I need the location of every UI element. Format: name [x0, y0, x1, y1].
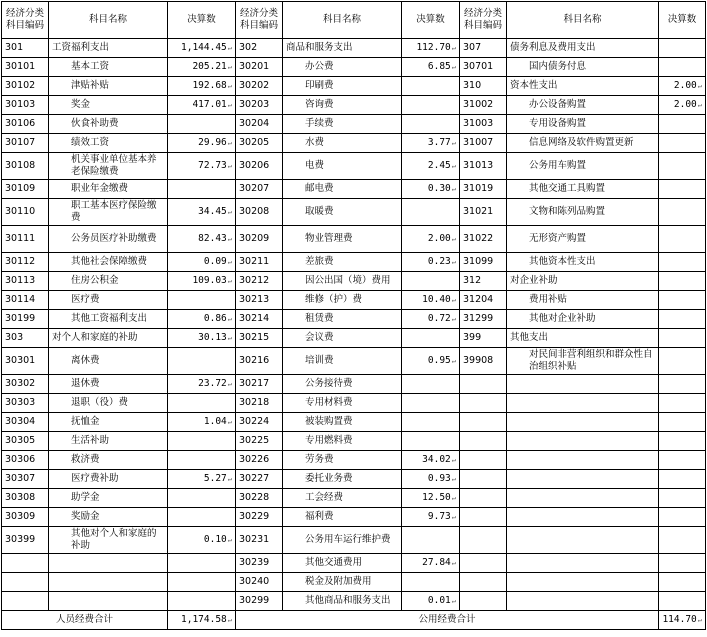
econ-code-cell: 30301 — [2, 348, 49, 375]
econ-code-cell: 30111 — [2, 226, 49, 253]
subject-name-cell: 离休费 — [49, 348, 168, 375]
col-header-amount: 决算数 — [659, 2, 706, 39]
econ-code-cell: 31299 — [460, 310, 507, 329]
subject-name-cell: 邮电费 — [283, 180, 402, 199]
econ-code-cell: 30307 — [2, 470, 49, 489]
amount-cell — [659, 554, 706, 573]
table-row — [2, 58, 706, 77]
public-total-value: 114.70 ↵ — [659, 611, 706, 630]
amount-cell: 2.00 ↵ — [402, 226, 460, 253]
subject-name-cell: 债务利息及费用支出 — [507, 39, 659, 58]
amount-cell — [402, 199, 460, 226]
amount-cell: 29.96 ↵ — [168, 134, 236, 153]
public-total-label: 公用经费合计 — [236, 611, 659, 630]
amount-cell — [168, 573, 236, 592]
econ-code-cell: 30231 — [236, 527, 283, 554]
econ-code-cell: 30204 — [236, 115, 283, 134]
amount-cell — [402, 272, 460, 291]
table-row — [2, 489, 706, 508]
econ-code-cell: 30224 — [236, 413, 283, 432]
econ-code-cell: 30201 — [236, 58, 283, 77]
econ-code-cell: 30303 — [2, 394, 49, 413]
amount-cell — [659, 310, 706, 329]
subject-name-cell: 对个人和家庭的补助 — [49, 329, 168, 348]
subject-name-cell: 津贴补贴 — [49, 77, 168, 96]
amount-cell: 0.86 ↵ — [168, 310, 236, 329]
table-row — [2, 226, 706, 253]
econ-code-cell — [460, 592, 507, 611]
table-row — [2, 180, 706, 199]
amount-cell: 0.01 ↵ — [402, 592, 460, 611]
amount-cell: 1.04 ↵ — [168, 413, 236, 432]
amount-cell — [402, 115, 460, 134]
econ-code-cell: 31022 — [460, 226, 507, 253]
amount-cell: 6.85 ↵ — [402, 58, 460, 77]
econ-code-cell: 312 — [460, 272, 507, 291]
table-row — [2, 96, 706, 115]
econ-code-cell: 302 — [236, 39, 283, 58]
econ-code-cell: 30218 — [236, 394, 283, 413]
subject-name-cell: 印刷费 — [283, 77, 402, 96]
amount-cell — [659, 432, 706, 451]
subject-name-cell: 医疗费补助 — [49, 470, 168, 489]
econ-code-cell: 30302 — [2, 375, 49, 394]
econ-code-cell: 30225 — [236, 432, 283, 451]
subject-name-cell: 其他工资福利支出 — [49, 310, 168, 329]
subject-name-cell: 租赁费 — [283, 310, 402, 329]
subject-name-cell: 商品和服务支出 — [283, 39, 402, 58]
amount-cell — [659, 348, 706, 375]
econ-code-cell: 30305 — [2, 432, 49, 451]
amount-cell — [168, 180, 236, 199]
econ-code-cell — [460, 489, 507, 508]
subject-name-cell: 助学金 — [49, 489, 168, 508]
econ-code-cell — [460, 394, 507, 413]
subject-name-cell: 因公出国（境）费用 — [283, 272, 402, 291]
subject-name-cell: 维修（护）费 — [283, 291, 402, 310]
col-header-name: 科目名称 — [507, 2, 659, 39]
econ-code-cell: 30108 — [2, 153, 49, 180]
econ-code-cell: 31019 — [460, 180, 507, 199]
amount-cell: 112.70 ↵ — [402, 39, 460, 58]
table-row — [2, 527, 706, 554]
econ-code-cell — [460, 554, 507, 573]
amount-cell — [402, 375, 460, 394]
amount-cell: 30.13 ↵ — [168, 329, 236, 348]
amount-cell — [168, 394, 236, 413]
subject-name-cell: 绩效工资 — [49, 134, 168, 153]
econ-code-cell: 30208 — [236, 199, 283, 226]
amount-cell — [659, 329, 706, 348]
subject-name-cell: 无形资产购置 — [507, 226, 659, 253]
econ-code-cell: 31002 — [460, 96, 507, 115]
col-header-code: 经济分类科目编码 — [236, 2, 283, 39]
table-row — [2, 310, 706, 329]
amount-cell: 0.09 ↵ — [168, 253, 236, 272]
amount-cell — [659, 527, 706, 554]
subject-name-cell: 取暖费 — [283, 199, 402, 226]
subject-name-cell — [507, 489, 659, 508]
amount-cell — [168, 592, 236, 611]
subject-name-cell: 医疗费 — [49, 291, 168, 310]
amount-cell — [659, 592, 706, 611]
subject-name-cell — [507, 451, 659, 470]
col-header-amount: 决算数 — [402, 2, 460, 39]
econ-code-cell: 30103 — [2, 96, 49, 115]
subject-name-cell: 其他资本性支出 — [507, 253, 659, 272]
subject-name-cell — [507, 508, 659, 527]
subject-name-cell: 退职（役）费 — [49, 394, 168, 413]
econ-code-cell: 30202 — [236, 77, 283, 96]
amount-cell — [659, 375, 706, 394]
subject-name-cell: 办公费 — [283, 58, 402, 77]
amount-cell: 34.45 ↵ — [168, 199, 236, 226]
amount-cell: 9.73 ↵ — [402, 508, 460, 527]
subject-name-cell — [507, 470, 659, 489]
subject-name-cell: 专用设备购置 — [507, 115, 659, 134]
amount-cell — [659, 394, 706, 413]
econ-code-cell: 30113 — [2, 272, 49, 291]
table-row — [2, 554, 706, 573]
econ-code-cell — [460, 451, 507, 470]
econ-code-cell: 30216 — [236, 348, 283, 375]
econ-code-cell: 399 — [460, 329, 507, 348]
econ-code-cell: 30203 — [236, 96, 283, 115]
subject-name-cell: 生活补助 — [49, 432, 168, 451]
subject-name-cell: 被装购置费 — [283, 413, 402, 432]
amount-cell: 3.77 ↵ — [402, 134, 460, 153]
amount-cell: 0.10 ↵ — [168, 527, 236, 554]
subject-name-cell: 专用燃料费 — [283, 432, 402, 451]
econ-code-cell: 30207 — [236, 180, 283, 199]
subject-name-cell: 基本工资 — [49, 58, 168, 77]
amount-cell: 34.02 ↵ — [402, 451, 460, 470]
econ-code-cell: 30205 — [236, 134, 283, 153]
table-row — [2, 432, 706, 451]
econ-code-cell: 30308 — [2, 489, 49, 508]
amount-cell: 417.01 ↵ — [168, 96, 236, 115]
budget-table — [1, 1, 706, 630]
subject-name-cell: 机关事业单位基本养老保险缴费 — [49, 153, 168, 180]
econ-code-cell: 31007 — [460, 134, 507, 153]
amount-cell: 205.21 ↵ — [168, 58, 236, 77]
amount-cell — [168, 348, 236, 375]
subject-name-cell: 培训费 — [283, 348, 402, 375]
amount-cell — [659, 291, 706, 310]
personnel-total-label: 人员经费合计 — [2, 611, 168, 630]
econ-code-cell — [460, 470, 507, 489]
amount-cell — [659, 115, 706, 134]
subject-name-cell — [507, 413, 659, 432]
amount-cell — [659, 451, 706, 470]
amount-cell — [402, 329, 460, 348]
econ-code-cell: 39908 — [460, 348, 507, 375]
amount-cell: 2.00 ↵ — [659, 77, 706, 96]
table-row — [2, 77, 706, 96]
amount-cell — [402, 527, 460, 554]
table-row — [2, 375, 706, 394]
amount-cell: 2.45 ↵ — [402, 153, 460, 180]
amount-cell — [168, 554, 236, 573]
subject-name-cell: 电费 — [283, 153, 402, 180]
table-row — [2, 253, 706, 272]
econ-code-cell — [460, 432, 507, 451]
amount-cell — [659, 39, 706, 58]
subject-name-cell: 差旅费 — [283, 253, 402, 272]
econ-code-cell: 30239 — [236, 554, 283, 573]
econ-code-cell: 30212 — [236, 272, 283, 291]
subject-name-cell: 其他商品和服务支出 — [283, 592, 402, 611]
amount-cell: 0.93 ↵ — [402, 470, 460, 489]
table-row — [2, 329, 706, 348]
table-row — [2, 272, 706, 291]
subject-name-cell: 对民间非营利组织和群众性自治组织补贴 — [507, 348, 659, 375]
econ-code-cell: 30110 — [2, 199, 49, 226]
amount-cell: 192.68 ↵ — [168, 77, 236, 96]
col-header-code: 经济分类科目编码 — [2, 2, 49, 39]
subject-name-cell: 工会经费 — [283, 489, 402, 508]
econ-code-cell: 30226 — [236, 451, 283, 470]
amount-cell — [659, 180, 706, 199]
subject-name-cell — [49, 592, 168, 611]
amount-cell — [402, 573, 460, 592]
subject-name-cell: 福利费 — [283, 508, 402, 527]
table-row — [2, 153, 706, 180]
table-row — [2, 134, 706, 153]
amount-cell: 0.95 ↵ — [402, 348, 460, 375]
econ-code-cell — [460, 508, 507, 527]
econ-code-cell — [460, 573, 507, 592]
amount-cell — [168, 508, 236, 527]
subject-name-cell: 职工基本医疗保险缴费 — [49, 199, 168, 226]
table-row — [2, 592, 706, 611]
econ-code-cell: 30309 — [2, 508, 49, 527]
header-row — [2, 2, 706, 39]
amount-cell — [402, 394, 460, 413]
table-row — [2, 508, 706, 527]
subject-name-cell — [49, 573, 168, 592]
subject-name-cell — [507, 527, 659, 554]
amount-cell — [659, 253, 706, 272]
col-header-code: 经济分类科目编码 — [460, 2, 507, 39]
econ-code-cell — [460, 413, 507, 432]
table-row — [2, 573, 706, 592]
subject-name-cell: 其他交通费用 — [283, 554, 402, 573]
table-row — [2, 199, 706, 226]
subject-name-cell: 费用补贴 — [507, 291, 659, 310]
table-row — [2, 451, 706, 470]
amount-cell: 72.73 ↵ — [168, 153, 236, 180]
subject-name-cell: 救济费 — [49, 451, 168, 470]
subject-name-cell: 公务员医疗补助缴费 — [49, 226, 168, 253]
subject-name-cell: 退休费 — [49, 375, 168, 394]
econ-code-cell: 31003 — [460, 115, 507, 134]
econ-code-cell: 30114 — [2, 291, 49, 310]
amount-cell — [402, 413, 460, 432]
econ-code-cell: 30399 — [2, 527, 49, 554]
amount-cell: 5.27 ↵ — [168, 470, 236, 489]
amount-cell: 1,144.45 ↵ — [168, 39, 236, 58]
subject-name-cell: 奖励金 — [49, 508, 168, 527]
econ-code-cell — [2, 592, 49, 611]
amount-cell: 0.30 ↵ — [402, 180, 460, 199]
amount-cell: 12.50 ↵ — [402, 489, 460, 508]
amount-cell — [659, 508, 706, 527]
econ-code-cell: 30214 — [236, 310, 283, 329]
subject-name-cell: 资本性支出 — [507, 77, 659, 96]
econ-code-cell: 30107 — [2, 134, 49, 153]
econ-code-cell: 30299 — [236, 592, 283, 611]
subject-name-cell — [507, 554, 659, 573]
econ-code-cell: 31013 — [460, 153, 507, 180]
amount-cell: 82.43 ↵ — [168, 226, 236, 253]
subject-name-cell: 物业管理费 — [283, 226, 402, 253]
amount-cell: 109.03 ↵ — [168, 272, 236, 291]
amount-cell — [402, 96, 460, 115]
subject-name-cell: 信息网络及软件购置更新 — [507, 134, 659, 153]
subject-name-cell: 对企业补助 — [507, 272, 659, 291]
subject-name-cell: 手续费 — [283, 115, 402, 134]
table-row — [2, 291, 706, 310]
subject-name-cell: 职业年金缴费 — [49, 180, 168, 199]
subject-name-cell: 税金及附加费用 — [283, 573, 402, 592]
amount-cell: 2.00 ↵ — [659, 96, 706, 115]
econ-code-cell: 30211 — [236, 253, 283, 272]
amount-cell — [168, 291, 236, 310]
amount-cell — [659, 489, 706, 508]
amount-cell — [168, 432, 236, 451]
econ-code-cell: 30229 — [236, 508, 283, 527]
econ-code-cell: 301 — [2, 39, 49, 58]
amount-cell: 0.23 ↵ — [402, 253, 460, 272]
subject-name-cell: 劳务费 — [283, 451, 402, 470]
econ-code-cell — [2, 573, 49, 592]
amount-cell — [402, 77, 460, 96]
subject-name-cell: 文物和陈列品购置 — [507, 199, 659, 226]
amount-cell — [168, 489, 236, 508]
subject-name-cell: 委托业务费 — [283, 470, 402, 489]
amount-cell — [659, 470, 706, 489]
econ-code-cell: 31204 — [460, 291, 507, 310]
subject-name-cell: 公务接待费 — [283, 375, 402, 394]
amount-cell: 0.72 ↵ — [402, 310, 460, 329]
econ-code-cell — [460, 527, 507, 554]
subject-name-cell: 其他支出 — [507, 329, 659, 348]
table-row — [2, 115, 706, 134]
econ-code-cell: 30304 — [2, 413, 49, 432]
econ-code-cell: 31099 — [460, 253, 507, 272]
subject-name-cell: 水费 — [283, 134, 402, 153]
amount-cell: 10.40 ↵ — [402, 291, 460, 310]
econ-code-cell — [460, 375, 507, 394]
amount-cell — [659, 58, 706, 77]
amount-cell — [659, 272, 706, 291]
econ-code-cell — [2, 554, 49, 573]
subject-name-cell — [49, 554, 168, 573]
econ-code-cell: 307 — [460, 39, 507, 58]
subject-name-cell — [507, 592, 659, 611]
amount-cell — [659, 226, 706, 253]
col-header-name: 科目名称 — [283, 2, 402, 39]
col-header-name: 科目名称 — [49, 2, 168, 39]
subject-name-cell: 住房公积金 — [49, 272, 168, 291]
subject-name-cell — [507, 375, 659, 394]
amount-cell — [659, 413, 706, 432]
subject-name-cell — [507, 573, 659, 592]
table-row — [2, 470, 706, 489]
econ-code-cell: 310 — [460, 77, 507, 96]
econ-code-cell: 30102 — [2, 77, 49, 96]
amount-cell — [402, 432, 460, 451]
table-row — [2, 348, 706, 375]
subject-name-cell: 公务用车购置 — [507, 153, 659, 180]
amount-cell — [659, 199, 706, 226]
amount-cell: 27.84 ↵ — [402, 554, 460, 573]
subject-name-cell: 会议费 — [283, 329, 402, 348]
subject-name-cell — [507, 394, 659, 413]
econ-code-cell: 30112 — [2, 253, 49, 272]
econ-code-cell: 30109 — [2, 180, 49, 199]
subject-name-cell: 咨询费 — [283, 96, 402, 115]
econ-code-cell: 30199 — [2, 310, 49, 329]
table-row — [2, 394, 706, 413]
amount-cell: 23.72 ↵ — [168, 375, 236, 394]
col-header-amount: 决算数 — [168, 2, 236, 39]
econ-code-cell: 30215 — [236, 329, 283, 348]
econ-code-cell: 30306 — [2, 451, 49, 470]
amount-cell — [168, 451, 236, 470]
table-row — [2, 413, 706, 432]
subject-name-cell: 奖金 — [49, 96, 168, 115]
econ-code-cell: 303 — [2, 329, 49, 348]
amount-cell — [659, 573, 706, 592]
subject-name-cell: 其他社会保障缴费 — [49, 253, 168, 272]
econ-code-cell: 30228 — [236, 489, 283, 508]
subject-name-cell: 公务用车运行维护费 — [283, 527, 402, 554]
subject-name-cell: 其他对企业补助 — [507, 310, 659, 329]
amount-cell — [659, 134, 706, 153]
econ-code-cell: 30213 — [236, 291, 283, 310]
subject-name-cell: 伙食补助费 — [49, 115, 168, 134]
subject-name-cell: 办公设备购置 — [507, 96, 659, 115]
subject-name-cell — [507, 432, 659, 451]
subject-name-cell: 工资福利支出 — [49, 39, 168, 58]
econ-code-cell: 30106 — [2, 115, 49, 134]
econ-code-cell: 30227 — [236, 470, 283, 489]
econ-code-cell: 30101 — [2, 58, 49, 77]
totals-row — [2, 611, 706, 630]
amount-cell — [659, 153, 706, 180]
subject-name-cell: 国内债务付息 — [507, 58, 659, 77]
econ-code-cell: 30701 — [460, 58, 507, 77]
amount-cell — [168, 115, 236, 134]
econ-code-cell: 30206 — [236, 153, 283, 180]
personnel-total-value: 1,174.58 ↵ — [168, 611, 236, 630]
subject-name-cell: 其他交通工具购置 — [507, 180, 659, 199]
econ-code-cell: 30209 — [236, 226, 283, 253]
subject-name-cell: 专用材料费 — [283, 394, 402, 413]
econ-code-cell: 30217 — [236, 375, 283, 394]
econ-code-cell: 30240 — [236, 573, 283, 592]
subject-name-cell: 其他对个人和家庭的补助 — [49, 527, 168, 554]
econ-code-cell: 31021 — [460, 199, 507, 226]
subject-name-cell: 抚恤金 — [49, 413, 168, 432]
table-row — [2, 39, 706, 58]
